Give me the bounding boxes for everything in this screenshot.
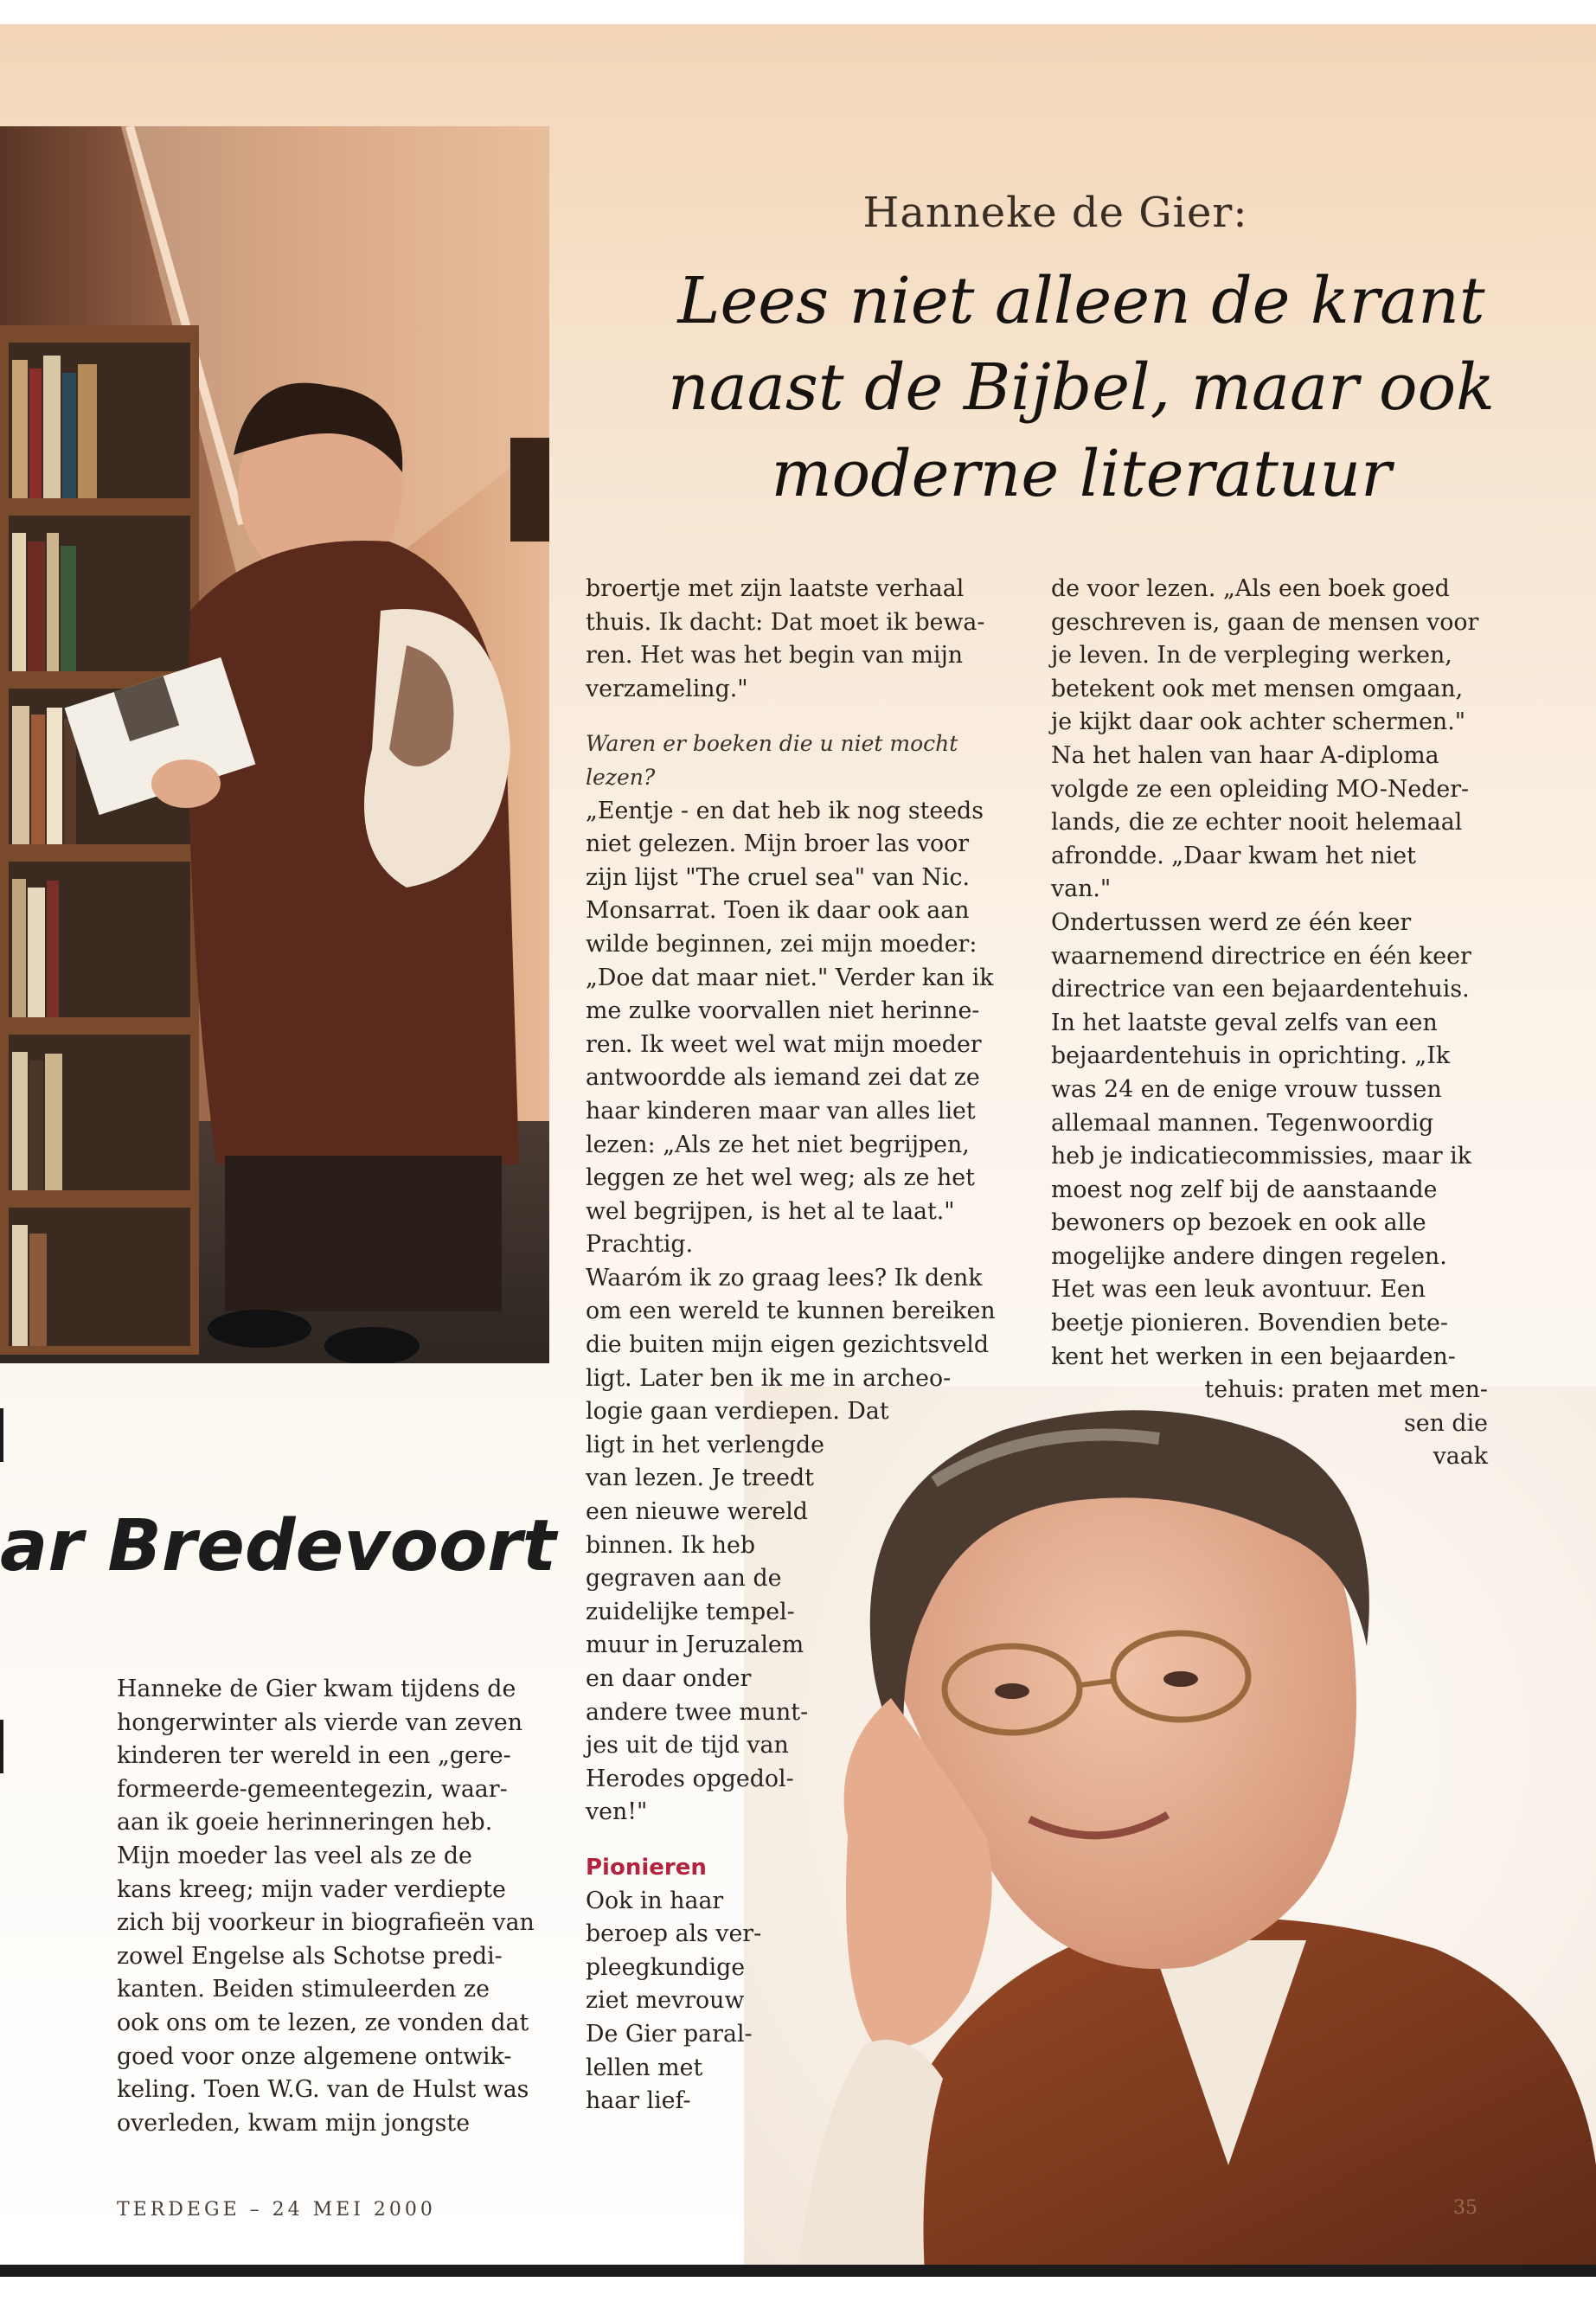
text-line: mogelijke andere dingen regelen. (1051, 1242, 1447, 1270)
bookshelf-photo-illustration (0, 126, 549, 1363)
text-line: waarnemend directrice en één keer (1051, 942, 1471, 970)
text-line: zowel Engelse als Schotse predi- (117, 1942, 503, 1970)
text-line: logie gaan verdiepen. Dat (586, 1398, 889, 1426)
text-line: je kijkt daar ook achter schermen." (1051, 708, 1466, 736)
text-line: binnen. Ik heb (586, 1531, 756, 1559)
text-line: hongerwinter als vierde van zeven (117, 1708, 523, 1736)
text-line: goed voor onze algemene ontwik- (117, 2042, 512, 2070)
text-line: tehuis: praten met men- (1204, 1376, 1488, 1404)
text-line: me zulke voorvallen niet herinne- (586, 997, 980, 1025)
text-line: Waaróm ik zo graag lees? Ik denk (586, 1264, 983, 1292)
text-line: ligt. Later ben ik me in archeo- (586, 1364, 952, 1392)
interview-question: Waren er boeken die u niet mocht (586, 731, 958, 757)
text-line: Monsarrat. Toen ik daar ook aan (586, 897, 970, 925)
text-line: een nieuwe wereld (586, 1498, 808, 1526)
text-line: was 24 en de enige vrouw tussen (1051, 1075, 1442, 1103)
text-line: haar kinderen maar van alles liet (586, 1097, 976, 1125)
text-line: zuidelijke tempel- (586, 1598, 795, 1625)
text-line: geschreven is, gaan de mensen voor (1051, 608, 1479, 636)
text-line: ligt in het verlengde (586, 1431, 824, 1458)
headline-line: moderne literatuur (771, 437, 1392, 511)
text-line: jes uit de tijd van (586, 1732, 789, 1759)
text-line: keling. Toen W.G. van de Hulst was (117, 2076, 529, 2104)
paragraph-gap (586, 1830, 1018, 1851)
text-line: gegraven aan de (586, 1565, 782, 1593)
text-line: vaak (1433, 1443, 1488, 1471)
text-line: verzameling." (586, 675, 748, 702)
text-line: sen die (1404, 1409, 1488, 1437)
interview-question: lezen? (586, 764, 656, 790)
text-line: ziet mevrouw (586, 1987, 745, 2015)
bottom-rule (0, 2265, 1596, 2277)
text-line: heb je indicatiecommissies, maar ik (1051, 1143, 1471, 1170)
text-line: aan ik goeie herinneringen heb. (117, 1809, 493, 1836)
text-line: andere twee munt- (586, 1698, 809, 1726)
paragraph-gap (586, 706, 1018, 727)
footer-publication: TERDEGE – 24 MEI 2000 (117, 2199, 436, 2221)
text-line: haar lief- (586, 2087, 691, 2115)
text-line: overleden, kwam mijn jongste (117, 2109, 471, 2137)
text-line: „Eentje - en dat heb ik nog steeds (586, 797, 984, 824)
text-line: Herodes opgedol- (586, 1765, 794, 1792)
text-line: lands, die ze echter nooit helemaal (1051, 809, 1463, 836)
text-line: betekent ook met mensen omgaan, (1051, 675, 1464, 702)
text-line: wilde beginnen, zei mijn moeder: (586, 930, 977, 958)
subheading-pionieren: Pionieren (586, 1854, 707, 1881)
text-line: leggen ze het wel weg; als ze het (586, 1164, 975, 1192)
text-line: van lezen. Je treedt (586, 1465, 814, 1492)
text-line: ren. Ik weet wel wat mijn moeder (586, 1030, 982, 1058)
text-line: en daar onder (586, 1665, 752, 1692)
text-line: directrice van een bejaardentehuis. (1051, 976, 1470, 1003)
headline-line: naast de Bijbel, maar ook (668, 350, 1495, 425)
text-line: pleegkundige (586, 1953, 746, 1981)
text-line: muur in Jeruzalem (586, 1631, 804, 1659)
headline-line: Lees niet alleen de krant (677, 264, 1485, 338)
article-column-intro (117, 1673, 541, 2140)
text-line: je leven. In de verpleging werken, (1051, 642, 1452, 670)
text-line: Ondertussen werd ze één keer (1051, 908, 1412, 936)
text-line: zijn lijst "The cruel sea" van Nic. (586, 863, 970, 891)
magazine-page (0, 24, 1596, 2265)
text-line: afrondde. „Daar kwam het niet (1051, 842, 1416, 869)
text-line: Hanneke de Gier kwam tijdens de (117, 1676, 516, 1702)
text-line: beetje pionieren. Bovendien bete- (1051, 1310, 1448, 1337)
text-line: zich bij voorkeur in biografieën van (117, 1909, 535, 1937)
text-line: ren. Het was het begin van mijn (586, 642, 964, 670)
text-line: moest nog zelf bij de aanstaande (1051, 1176, 1438, 1203)
text-line: Na het halen van haar A-diploma (1051, 741, 1439, 769)
text-line: Prachtig. (586, 1231, 694, 1259)
text-line: kinderen ter wereld in een „gere- (117, 1742, 511, 1770)
text-line: bewoners op bezoek en ook alle (1051, 1209, 1426, 1237)
article-column-middle (586, 573, 1018, 2118)
text-line: ook ons om te lezen, ze vonden dat (117, 2009, 529, 2036)
text-line: Ook in haar (586, 1887, 724, 1914)
text-line: de voor lezen. „Als een boek goed (1051, 575, 1450, 602)
text-line: van." (1051, 875, 1112, 903)
text-line: allemaal mannen. Tegenwoordig (1051, 1109, 1434, 1137)
author-line: Hanneke de Gier: (862, 189, 1248, 237)
page-number: 35 (1453, 2197, 1477, 2219)
text-line: thuis. Ik dacht: Dat moet ik bewa- (586, 608, 985, 636)
margin-mark (0, 1408, 3, 1462)
text-line: antwoordde als iemand zei dat ze (586, 1064, 980, 1092)
text-line: wel begrijpen, is het al te laat." (586, 1197, 955, 1225)
article-column-right (1051, 573, 1488, 1474)
text-line: ven!" (586, 1798, 648, 1826)
text-line: Mijn moeder las veel als ze de (117, 1842, 472, 1869)
section-title-bredevoort: ar Bredevoort (0, 1505, 556, 1587)
text-line: volgde ze een opleiding MO-Neder- (1051, 775, 1470, 803)
text-line: bejaardentehuis in oprichting. „Ik (1051, 1042, 1451, 1070)
text-line: lezen: „Als ze het niet begrijpen, (586, 1131, 970, 1158)
margin-mark (0, 1720, 3, 1773)
text-line: beroep als ver- (586, 1920, 762, 1948)
text-line: broertje met zijn laatste verhaal (586, 575, 965, 602)
text-line: De Gier paral- (586, 2020, 753, 2048)
text-line: „Doe dat maar niet." Verder kan ik (586, 964, 994, 991)
text-line: die buiten mijn eigen gezichtsveld (586, 1331, 989, 1359)
text-line: formeerde-gemeentegezin, waar- (117, 1775, 508, 1803)
text-line: lellen met (586, 2054, 703, 2081)
text-line: kanten. Beiden stimuleerden ze (117, 1976, 490, 2003)
text-line: om een wereld te kunnen bereiken (586, 1298, 996, 1325)
text-line: niet gelezen. Mijn broer las voor (586, 830, 970, 858)
headline (606, 258, 1557, 517)
text-line: kent het werken in een bejaarden- (1051, 1343, 1456, 1370)
text-line: In het laatste geval zelfs van een (1051, 1009, 1438, 1036)
text-line: kans kreeg; mijn vader verdiepte (117, 1875, 506, 1903)
photo-woman-at-bookshelf (0, 126, 549, 1363)
text-line: Het was een leuk avontuur. Een (1051, 1276, 1426, 1304)
